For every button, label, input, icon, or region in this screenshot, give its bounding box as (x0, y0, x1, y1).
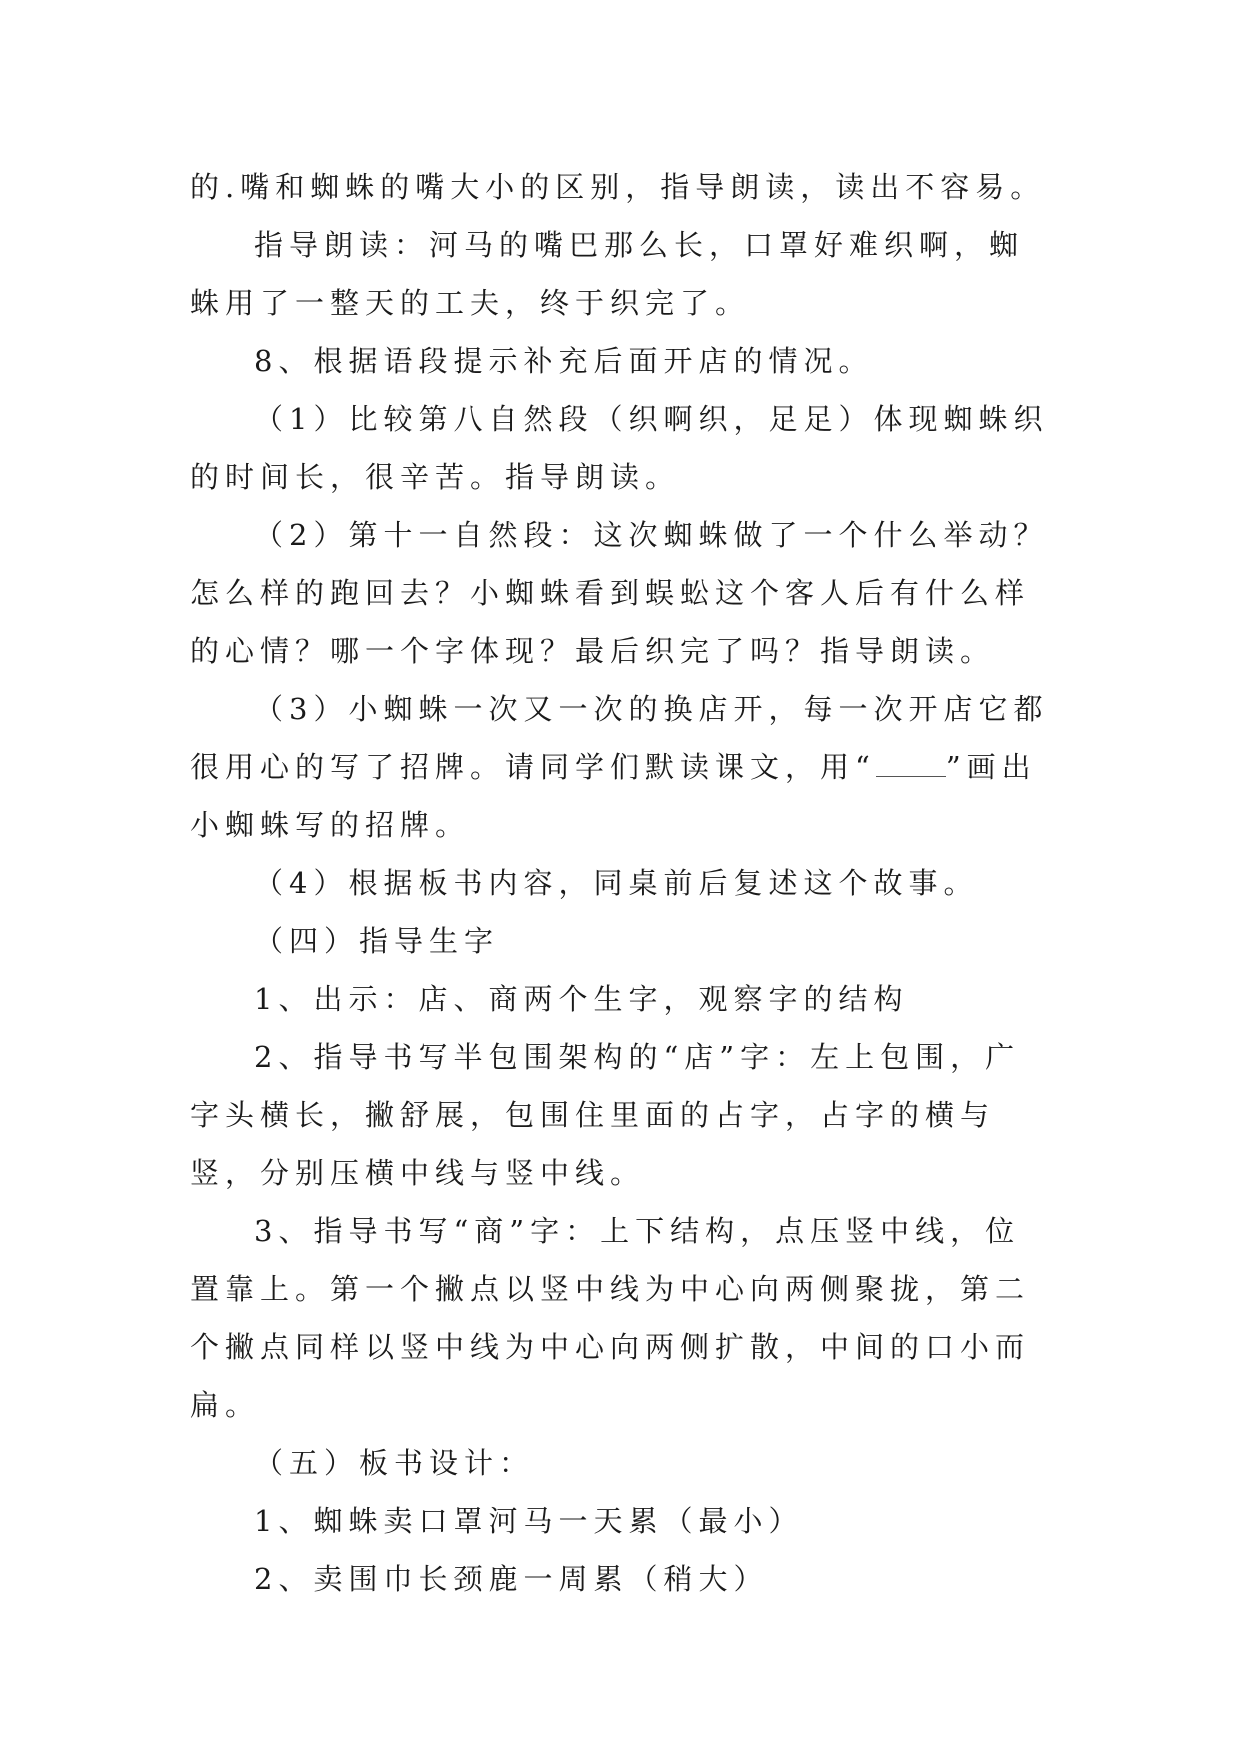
fill-in-blank-line (876, 754, 946, 777)
paragraph: 3、指导书写“商”字：上下结构，点压竖中线，位置靠上。第一个撇点以竖中线为中心向两侧聚拢，第二个撇点同样以竖中线为中心向两侧扩散，中间的口小而扁。 (190, 1214, 1031, 1422)
paragraph-text-after: ”画出小蜘蛛写的招牌。 (190, 750, 1037, 842)
document-body (190, 158, 1052, 1608)
section-heading: （五）板书设计： (254, 1446, 535, 1480)
paragraph: 的.嘴和蜘蛛的嘴大小的区别，指导朗读，读出不容易。 (190, 170, 1046, 204)
paragraph: 8、根据语段提示补充后面开店的情况。 (254, 344, 874, 378)
paragraph-with-blank (190, 680, 1052, 854)
paragraph: 2、指导书写半包围架构的“店”字：左上包围，广字头横长，撇舒展，包围住里面的占字，占字的横与竖，分别压横中线与竖中线。 (190, 1040, 1021, 1190)
board-design-item: 1、蜘蛛卖口罩河马一天累（最小） (254, 1504, 804, 1538)
paragraph: （2）第十一自然段：这次蜘蛛做了一个什么举动？怎么样的跑回去？小蜘蛛看到蜈蚣这个客人后有什么样的心情？哪一个字体现？最后织完了吗？指导朗读。 (190, 518, 1049, 668)
section-heading: （四）指导生字 (254, 924, 500, 958)
paragraph: （1）比较第八自然段（织啊织，足足）体现蜘蛛织的时间长，很辛苦。指导朗读。 (190, 402, 1049, 494)
paragraph: 1、出示：店、商两个生字，观察字的结构 (254, 982, 909, 1016)
paragraph: 指导朗读：河马的嘴巴那么长，口罩好难织啊，蜘蛛用了一整天的工夫，终于织完了。 (190, 228, 1025, 320)
paragraph: （4）根据板书内容，同桌前后复述这个故事。 (254, 866, 979, 900)
board-design-item: 2、卖围巾长颈鹿一周累（稍大） (254, 1562, 769, 1596)
paragraph-text-before: （3）小蜘蛛一次又一次的换店开，每一次开店它都很用心的写了招牌。请同学们默读课文，用“ (190, 692, 1049, 784)
